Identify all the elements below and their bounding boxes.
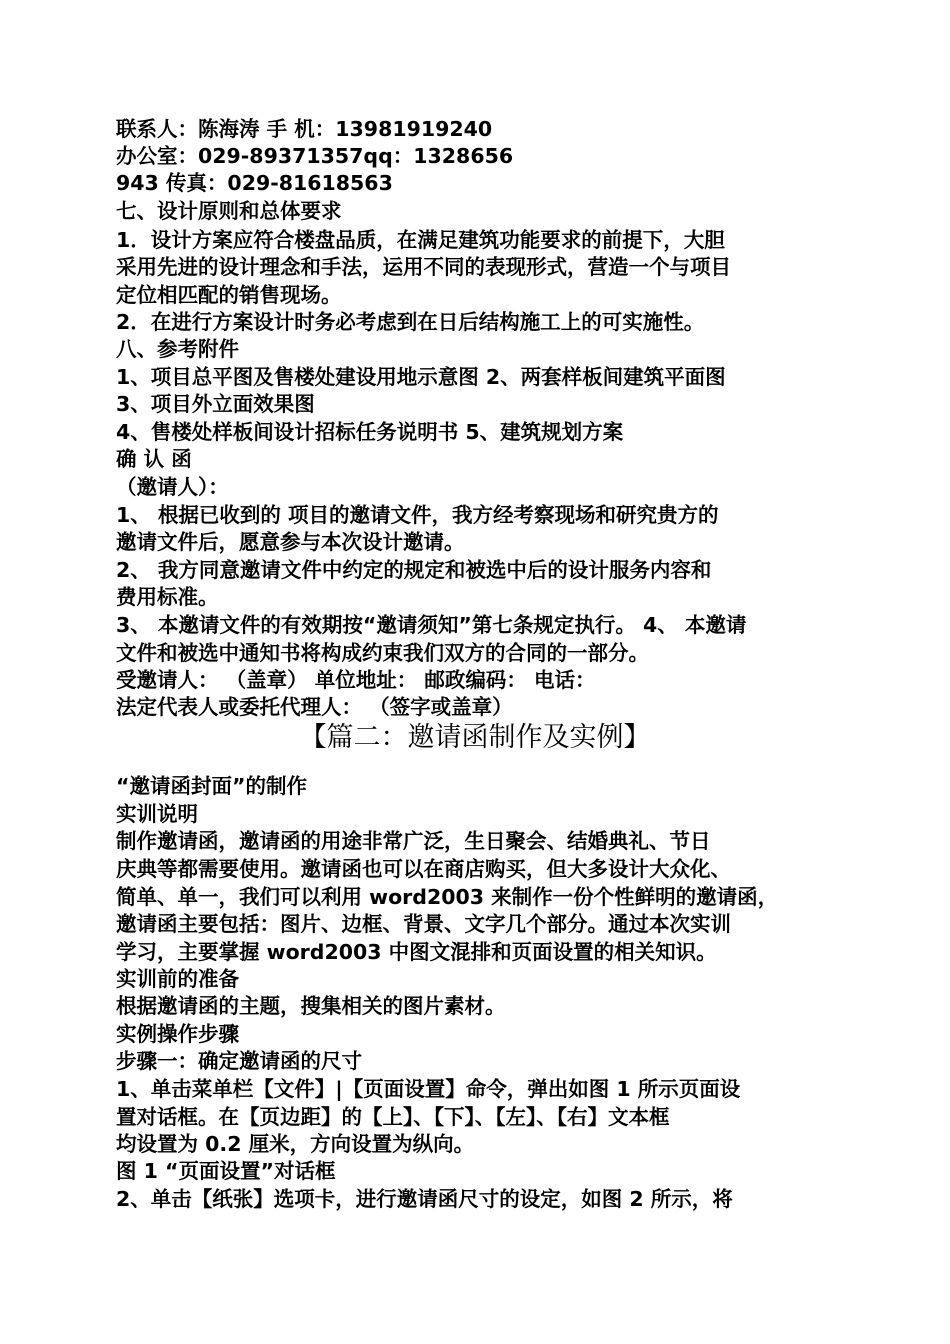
subsection-heading: 实训前的准备 [116, 967, 239, 991]
subsection-heading: “邀请函封面”的制作 [116, 774, 307, 798]
paragraph-line: 庆典等都需要使用。邀请函也可以在商店购买，但大多设计大众化、 [116, 857, 731, 881]
paragraph-line: 3、 本邀请文件的有效期按“邀请须知”第七条规定执行。 4、 本邀请 [116, 613, 747, 637]
figure-caption: 图 1 “页面设置”对话框 [116, 1159, 336, 1183]
paragraph-line: 3、项目外立面效果图 [116, 392, 315, 416]
paragraph-line: 均设置为 0.2 厘米，方向设置为纵向。 [116, 1132, 475, 1156]
paragraph-line: 简单、单一，我们可以利用 word2003 来制作一份个性鲜明的邀请函， [116, 885, 779, 909]
paragraph-line: 2、单击【纸张】选项卡，进行邀请函尺寸的设定，如图 2 所示，将 [116, 1187, 733, 1211]
paragraph-line: 定位相匹配的销售现场。 [116, 283, 342, 307]
paragraph-line: 文件和被选中通知书将构成约束我们双方的合同的一部分。 [116, 641, 649, 665]
contact-line: 联系人：陈海涛 手 机：13981919240 [116, 117, 493, 141]
paragraph-line: 2、 我方同意邀请文件中约定的规定和被选中后的设计服务内容和 [116, 558, 712, 582]
paragraph-line: 置对话框。在【页边距】的【上】、【下】、【左】、【右】文本框 [116, 1105, 670, 1129]
paragraph-line: 1、项目总平图及售楼处建设用地示意图 2、两套样板间建筑平面图 [116, 365, 726, 389]
paragraph-line: 制作邀请函，邀请函的用途非常广泛，生日聚会、结婚典礼、节日 [116, 829, 711, 853]
paragraph-line: 4、售楼处样板间设计招标任务说明书 5、建筑规划方案 [116, 420, 624, 444]
representative-line: 法定代表人或委托代理人： （签字或盖章） [116, 695, 513, 719]
paragraph-line: 采用先进的设计理念和手法，运用不同的表现形式，营造一个与项目 [116, 255, 731, 279]
paragraph-line: 学习，主要掌握 word2003 中图文混排和页面设置的相关知识。 [116, 940, 717, 964]
subsection-heading: 实例操作步骤 [116, 1022, 239, 1046]
paragraph-line: 费用标准。 [116, 585, 219, 609]
paragraph-line: 根据邀请函的主题，搜集相关的图片素材。 [116, 994, 506, 1018]
paragraph-line: 1、单击菜单栏【文件】|【页面设置】命令，弹出如图 1 所示页面设 [116, 1077, 741, 1101]
office-line: 办公室：029-89371357qq：1328656 [116, 144, 514, 168]
paragraph-line: 1、 根据已收到的 项目的邀请文件，我方经考察现场和研究贵方的 [116, 503, 719, 527]
confirmation-heading: 确 认 函 [116, 447, 192, 471]
fax-line: 943 传真：029-81618563 [116, 171, 393, 195]
inviter-line: （邀请人）： [116, 475, 229, 499]
paragraph-line: 1．设计方案应符合楼盘品质，在满足建筑功能要求的前提下，大胆 [116, 228, 725, 252]
section-heading-8: 八、参考附件 [116, 337, 239, 361]
subsection-heading: 实训说明 [116, 802, 198, 826]
section-title: 【篇二：邀请函制作及实例】 [299, 722, 651, 753]
paragraph-line: 邀请文件后，愿意参与本次设计邀请。 [116, 530, 465, 554]
invitee-line: 受邀请人： （盖章） 单位地址： 邮政编码： 电话： [116, 668, 596, 692]
paragraph-line: 邀请函主要包括：图片、边框、背景、文字几个部分。通过本次实训 [116, 912, 731, 936]
section-heading-7: 七、设计原则和总体要求 [116, 199, 342, 223]
step-heading: 步骤一：确定邀请函的尺寸 [116, 1049, 362, 1073]
paragraph-line: 2．在进行方案设计时务必考虑到在日后结构施工上的可实施性。 [116, 310, 705, 334]
